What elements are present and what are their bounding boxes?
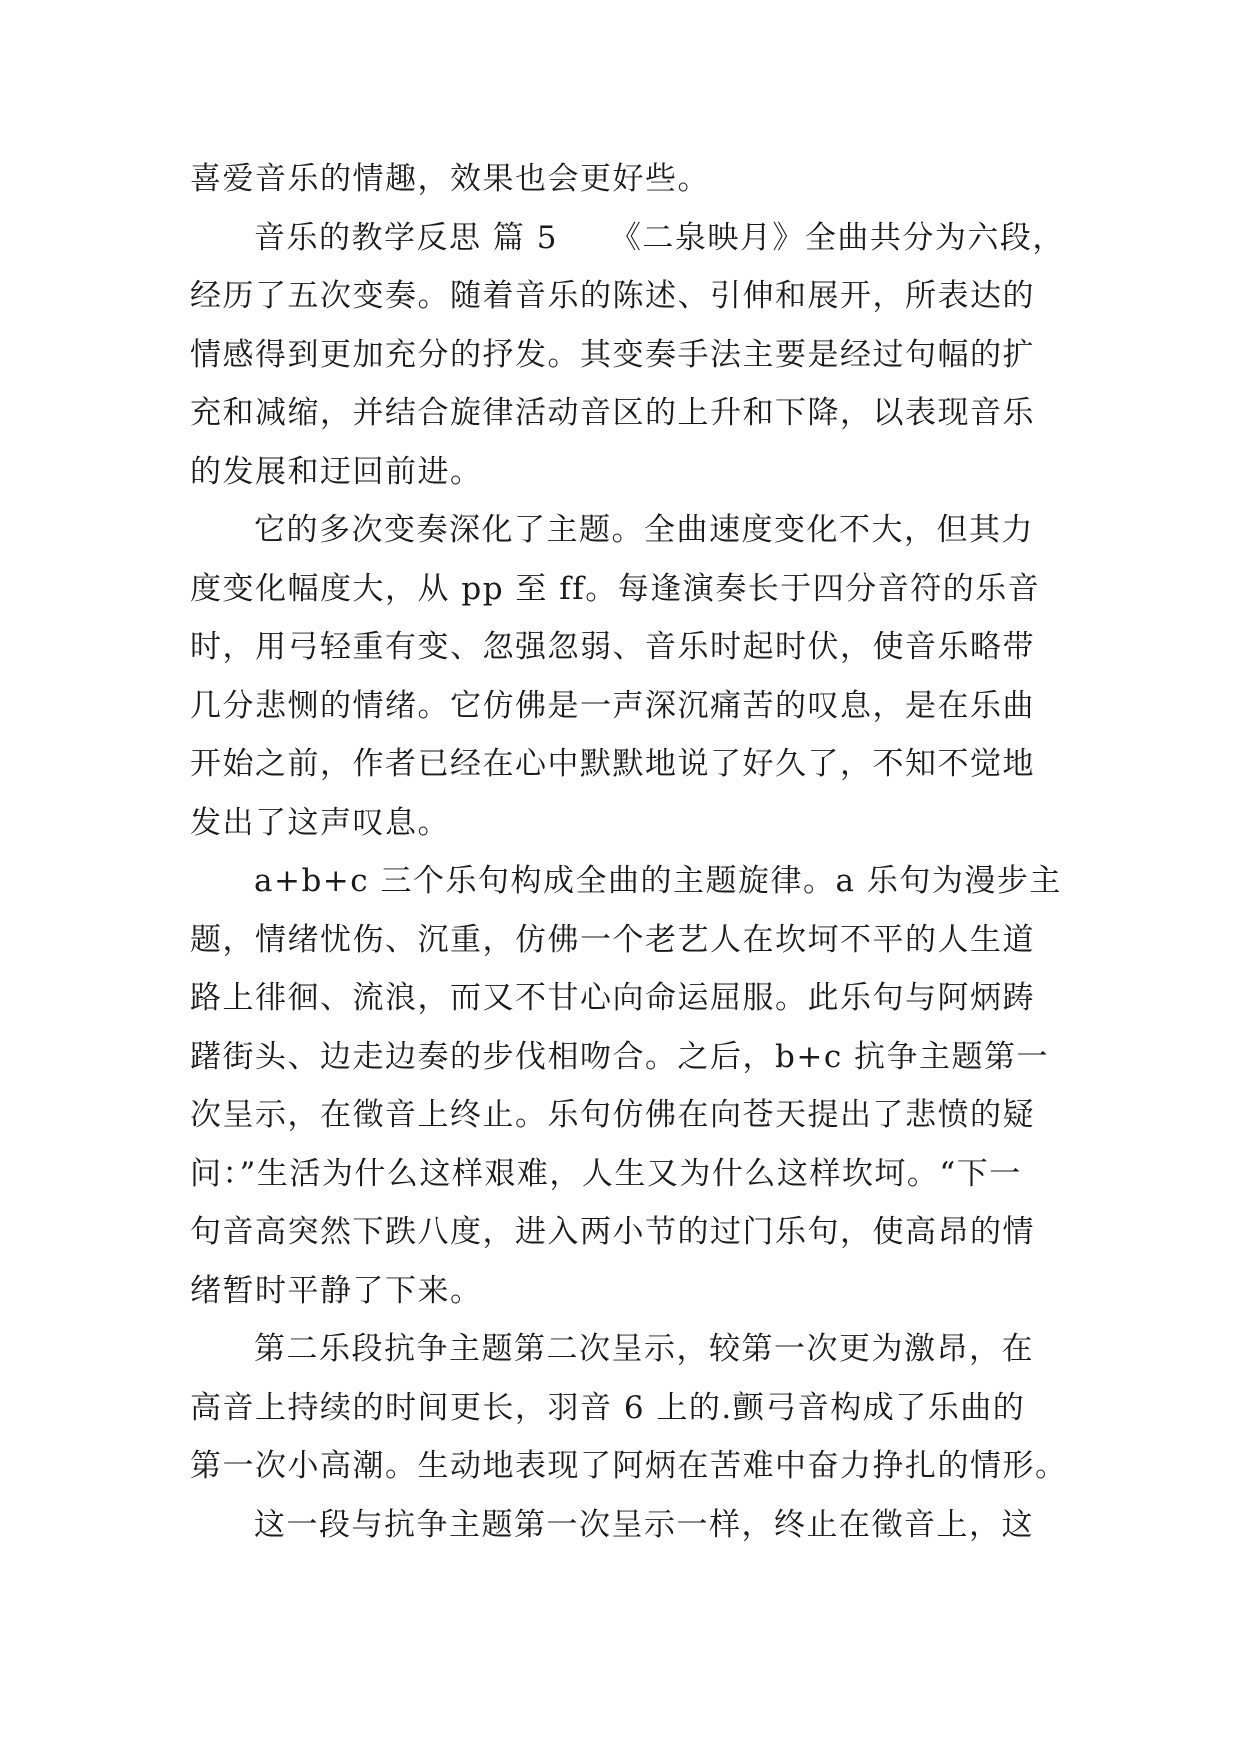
text-line-13: a+b+c 三个乐句构成全曲的主题旋律。a 乐句为漫步主 [254, 863, 1062, 899]
text-line-18: 问：”生活为什么这样艰难，人生又为什么这样坎坷。“下一 [190, 1155, 1022, 1192]
text-line-6: 的发展和迂回前进。 [190, 453, 483, 490]
text-line-17: 次呈示，在徵音上终止。乐句仿佛在向苍天提出了悲愤的疑 [190, 1097, 1035, 1133]
text-line-8: 度变化幅度大，从 pp 至 ff。每逢演奏长于四分音符的乐音 [190, 570, 1041, 607]
text-line-21: 第二乐段抗争主题第二次呈示，较第一次更为激昂，在 [254, 1331, 1034, 1367]
text-line-15: 路上徘徊、流浪，而又不甘心向命运屈服。此乐句与阿炳踌 [190, 980, 1035, 1016]
text-line-16: 躇街头、边走边奏的步伐相吻合。之后，b+c 抗争主题第一 [190, 1038, 1050, 1075]
section-heading-line [190, 209, 1065, 268]
section-heading-label: 音乐的教学反思 [254, 219, 482, 256]
text-line-22: 高音上持续的时间更长，羽音 6 上的.颤弓音构成了乐曲的 [190, 1389, 1026, 1426]
text-line-5: 充和减缩，并结合旋律活动音区的上升和下降，以表现音乐 [190, 395, 1035, 431]
section-first-sentence: 《二泉映月》全曲共分为六段， [609, 219, 1065, 256]
document-body [190, 150, 1068, 1554]
text-line-10: 几分悲恻的情绪。它仿佛是一声深沉痛苦的叹息，是在乐曲 [190, 687, 1035, 724]
text-line-11: 开始之前，作者已经在心中默默地说了好久了，不知不觉地 [190, 746, 1035, 782]
text-line-14: 题，情绪忧伤、沉重，仿佛一个老艺人在坎坷不平的人生道 [190, 921, 1035, 958]
text-line-24: 这一段与抗争主题第一次呈示一样，终止在徵音上，这 [254, 1506, 1034, 1543]
section-number: 篇 5 [492, 219, 558, 256]
text-line-12: 发出了这声叹息。 [190, 804, 450, 841]
text-line-3: 经历了五次变奏。随着音乐的陈述、引伸和展开，所表达的 [190, 278, 1035, 314]
text-line-23: 第一次小高潮。生动地表现了阿炳在苦难中奋力挣扎的情形。 [190, 1448, 1068, 1484]
text-line-7: 它的多次变奏深化了主题。全曲速度变化不大，但其力 [254, 512, 1034, 548]
text-line-4: 情感得到更加充分的抒发。其变奏手法主要是经过句幅的扩 [190, 336, 1035, 373]
text-line-1: 喜爱音乐的情趣，效果也会更好些。 [190, 161, 710, 197]
text-line-9: 时，用弓轻重有变、忽强忽弱、音乐时起时伏，使音乐略带 [190, 629, 1035, 665]
text-line-20: 绪暂时平静了下来。 [190, 1272, 483, 1309]
text-line-19: 句音高突然下跌八度，进入两小节的过门乐句，使高昂的情 [190, 1214, 1035, 1250]
